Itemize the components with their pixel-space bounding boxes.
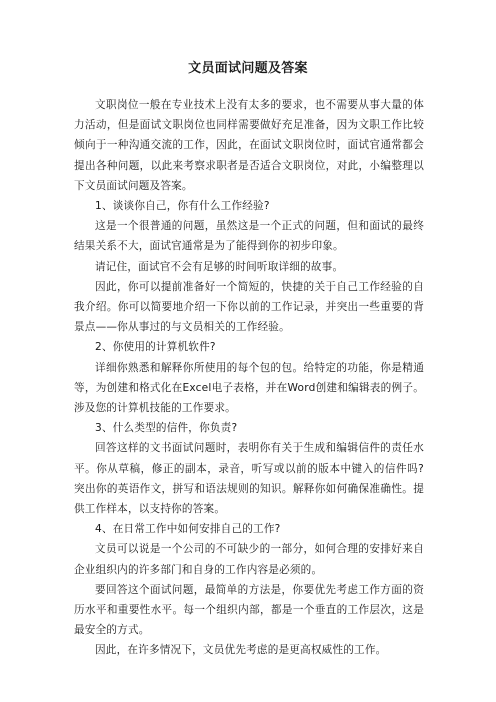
answer-3-paragraph: 回答这样的文书面试问题时，表明你有关于生成和编辑信件的责任水平。你从草稿，修正的副本，录音，听写或以前的版本中键入的信件吗?突出你的英语作文，拼写和语法规则的知识。解释你如何确保准确性。提供工作样本，以支持你的答案。: [74, 442, 424, 516]
question-4-heading: 4、在日常工作中如何安排自己的工作?: [95, 523, 281, 536]
question-3-heading: 3、什么类型的信件，你负责?: [95, 422, 238, 435]
answer-1-paragraph-1: 这是一个很普通的问题，虽然这是一个正式的问题，但和面试的最终结果关系不大，面试官通常是为了能得到你的初步印象。: [74, 220, 424, 253]
answer-1-paragraph-2: 请记住，面试官不会有足够的时间听取详细的故事。: [95, 260, 344, 273]
answer-4-paragraph-3: 因此，在许多情况下，文员优先考虑的是更高权威性的工作。: [95, 644, 387, 657]
question-2-heading: 2、你使用的计算机软件?: [95, 341, 216, 354]
document-title: 文员面试问题及答案: [188, 61, 308, 76]
intro-paragraph: 文职岗位一般在专业技术上没有太多的要求，也不需要从事大量的体力活动，但是面试文职岗位也同样需要做好充足准备，因为文职工作比较倾向于一种沟通交流的工作，因此，在面试文职岗位时，面试官通常都会提出各种问题，以此来考察求职者是否适合文职岗位，对此，小编整理以下文员面试问题及答案。: [74, 99, 424, 192]
answer-4-paragraph-1: 文员可以说是一个公司的不可缺少的一部分，如何合理的安排好来自企业组织内的许多部门和自身的工作内容是必须的。: [74, 543, 424, 576]
question-1-heading: 1、谈谈你自己，你有什么工作经验?: [95, 200, 270, 213]
document-body: [74, 95, 424, 661]
answer-4-paragraph-2: 要回答这个面试问题，最简单的方法是，你要优先考虑工作方面的资历水平和重要性水平。每一个组织内部，都是一个垂直的工作层次，这是最安全的方式。: [74, 583, 424, 637]
answer-2-paragraph: 详细你熟悉和解释你所使用的每个包的包。给特定的功能，你是精通等，为创建和格式化在Excel电子表格，并在Word创建和编辑表的例子。涉及您的计算机技能的工作要求。: [74, 361, 424, 415]
answer-1-paragraph-3: 因此，你可以提前准备好一个简短的，快捷的关于自己工作经验的自我介绍。你可以简要地介绍一下你以前的工作记录，并突出一些重要的背景点——你从事过的与文员相关的工作经验。: [74, 280, 424, 334]
